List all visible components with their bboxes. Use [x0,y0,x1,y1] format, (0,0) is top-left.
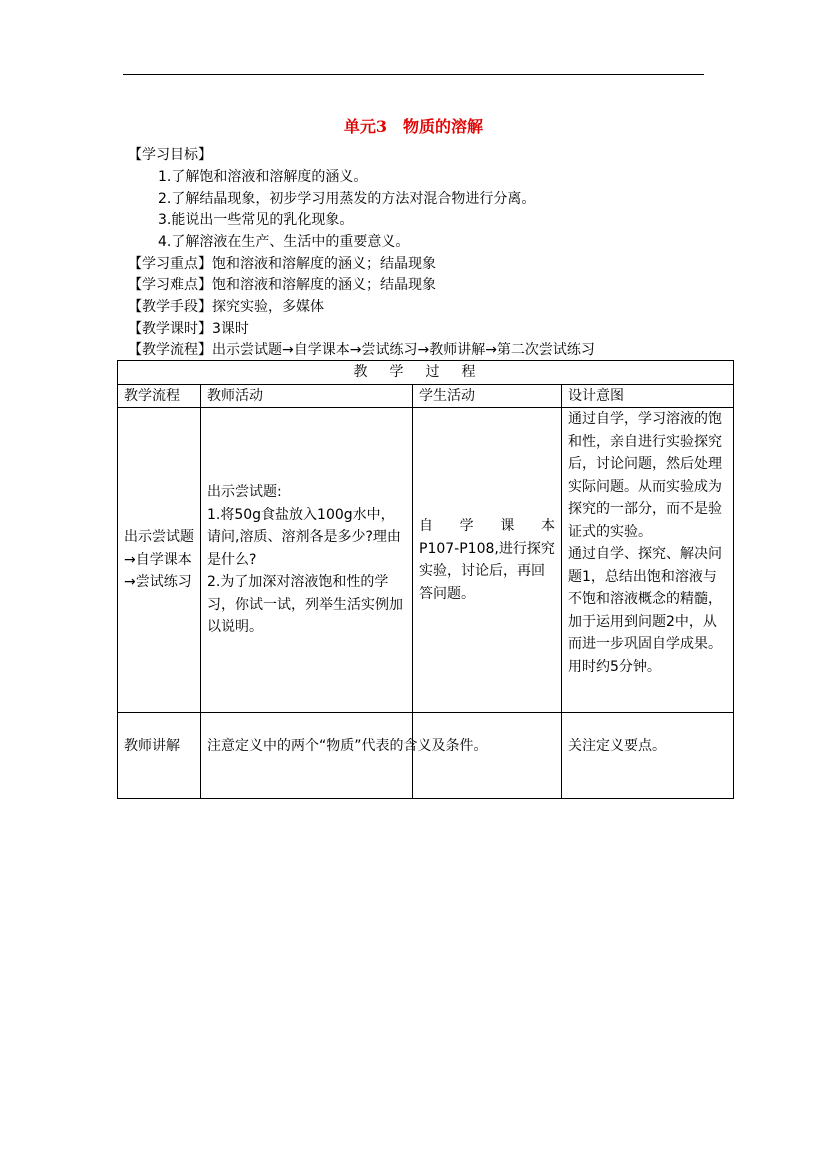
table-header-row [118,361,734,385]
objective-item: 3.能说出一些常见的乳化现象。 [158,212,354,228]
student-cell [413,408,562,713]
column-header: 设计意图 [562,384,734,408]
table-row [118,713,734,799]
objective-item: 1.了解饱和溶液和溶解度的涵义。 [158,169,368,185]
teacher-line: 1.将50g食盐放入100g水中，请问,溶质、溶剂各是多少?理由是什么? [207,506,401,568]
difficulties: 【学习难点】饱和溶液和溶解度的涵义；结晶现象 [128,277,436,293]
process-table [117,360,734,799]
column-header: 教师活动 [201,384,413,408]
student-line: P107-P108,进行探究实验，讨论后，再回答问题。 [419,540,555,602]
teacher-cell [201,408,413,713]
intent-cell [562,713,734,799]
student-cell [413,713,562,799]
objective-item: 4.了解溶液在生产、生活中的重要意义。 [158,234,410,250]
column-header: 教学流程 [118,384,201,408]
key-points: 【学习重点】饱和溶液和溶解度的涵义；结晶现象 [128,256,436,272]
intent-line: 通过自学、探究、解决问题1，总结出饱和溶液与不饱和溶液概念的精髓，加于运用到问题2中，从而进一步巩固自学成果。用时约5分钟。 [568,546,722,675]
teaching-flow: 【教学流程】出示尝试题→自学课本→尝试练习→教师讲解→第二次尝试练习 [128,342,595,358]
stage-cell: 教师讲解 [118,713,201,799]
page-title: 单元3 物质的溶解 [343,117,484,136]
intent-cell [562,408,734,713]
intent-line: 关注定义要点。 [568,738,666,754]
teacher-line: 注意定义中的两个“物质”代表的含义及条件。 [207,738,488,754]
teacher-cell [201,713,488,799]
objectives-label: 【学习目标】 [128,147,212,163]
header-rule [123,74,704,75]
teacher-line: 2.为了加深对溶液饱和性的学习，你试一试，列举生活实例加以说明。 [207,574,403,636]
class-hours: 【教学课时】3课时 [128,321,249,337]
objective-item: 2.了解结晶现象，初步学习用蒸发的方法对混合物进行分离。 [158,191,536,207]
stage-cell: 出示尝试题→自学课本→尝试练习 [118,408,201,713]
table-row [118,408,734,713]
teaching-methods: 【教学手段】探究实验，多媒体 [128,299,324,315]
student-line: 自学课本 [419,518,555,534]
column-header: 学生活动 [413,384,562,408]
intent-line: 通过自学，学习溶液的饱和性，亲自进行实验探究后，讨论问题，然后处理实际问题。从而实验成为探究的一部分，而不是验证式的实验。 [568,411,722,540]
table-header: 教学过程 [118,361,734,385]
column-header-row [118,384,734,408]
teacher-line: 出示尝试题: [207,484,282,501]
